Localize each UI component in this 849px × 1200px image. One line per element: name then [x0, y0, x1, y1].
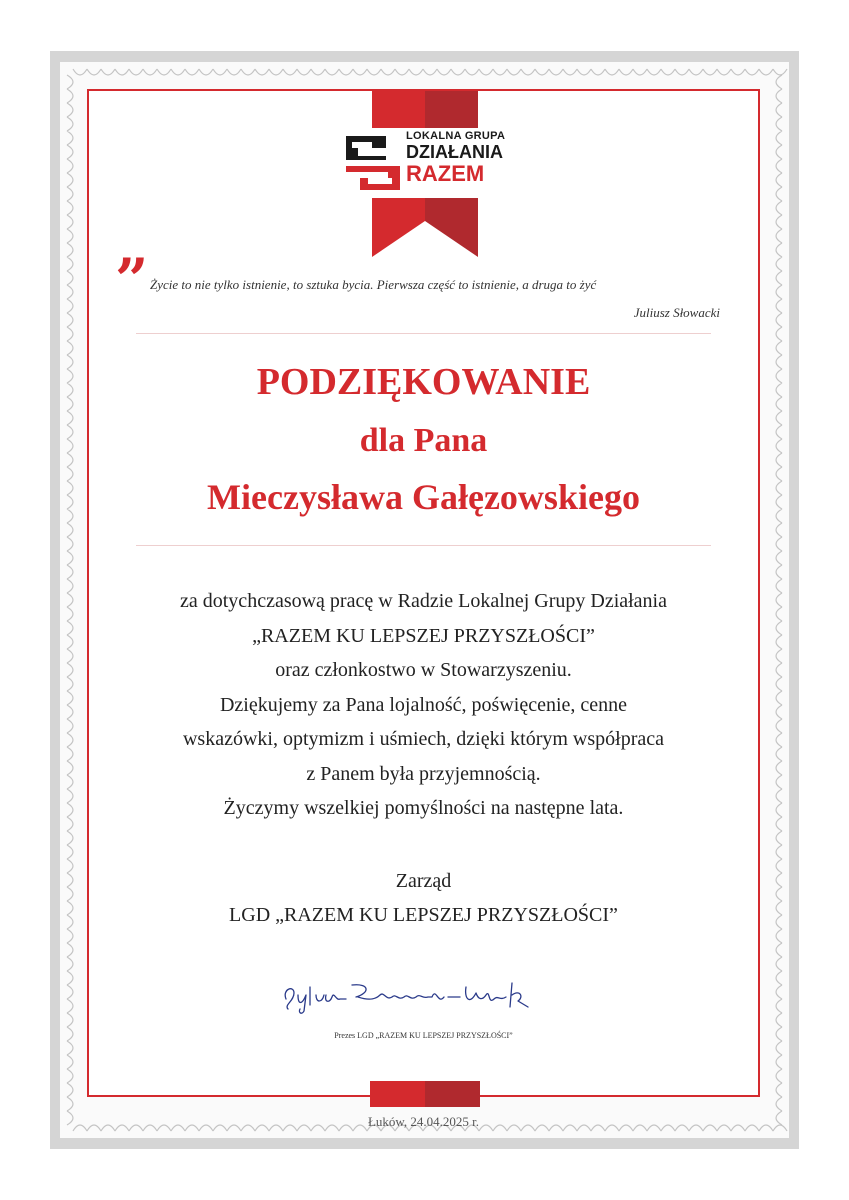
- recipient-prefix: dla Pana: [359, 422, 488, 459]
- place-date: Łuków, 24.04.2025 r.: [367, 1114, 480, 1129]
- divider-top: [136, 333, 711, 334]
- quote-mark-icon: ”: [115, 246, 149, 314]
- body-line: za dotychczasową pracę w Radzie Lokalnej Grupy Działania: [180, 590, 667, 612]
- certificate-title: PODZIĘKOWANIE: [256, 361, 591, 403]
- recipient-name: Mieczysława Gałęzowskiego: [207, 477, 640, 517]
- body-line: oraz członkostwo w Stowarzyszeniu.: [275, 659, 572, 681]
- body-line: wskazówki, optymizm i uśmiech, dzięki którym współpraca: [182, 728, 664, 750]
- signoff: [87, 864, 760, 932]
- body-line: „RAZEM KU LEPSZEJ PRZYSZŁOŚCI”: [252, 624, 595, 647]
- logo-mark-icon: [342, 132, 404, 194]
- body-line: z Panem była przyjemnością.: [306, 762, 541, 785]
- logo-line-1: LOKALNA GRUPA: [406, 130, 506, 142]
- lgd-logo: [340, 128, 512, 198]
- logo-line-2: DZIAŁANIA: [406, 142, 503, 162]
- body-text: [87, 584, 760, 826]
- signature-caption: Prezes LGD „RAZEM KU LEPSZEJ PRZYSZŁOŚCI”: [334, 1031, 513, 1040]
- bottom-ribbon: [370, 1081, 480, 1107]
- quote-text: Życie to nie tylko istnienie, to sztuka bycia. Pierwsza część to istnienie, a druga to żyć: [150, 277, 597, 292]
- body-line: Dziękujemy za Pana lojalność, poświęcenie, cenne: [219, 693, 628, 716]
- body-line: Życzymy wszelkiej pomyślności na następne lata.: [223, 797, 624, 819]
- signoff-board: Zarząd: [395, 870, 452, 892]
- handwritten-signature: [280, 975, 570, 1015]
- quote-author: Juliusz Słowacki: [633, 305, 720, 320]
- divider-middle: [136, 545, 711, 546]
- logo-line-3: RAZEM: [406, 161, 485, 186]
- signoff-organization: LGD „RAZEM KU LEPSZEJ PRZYSZŁOŚCI”: [229, 904, 618, 926]
